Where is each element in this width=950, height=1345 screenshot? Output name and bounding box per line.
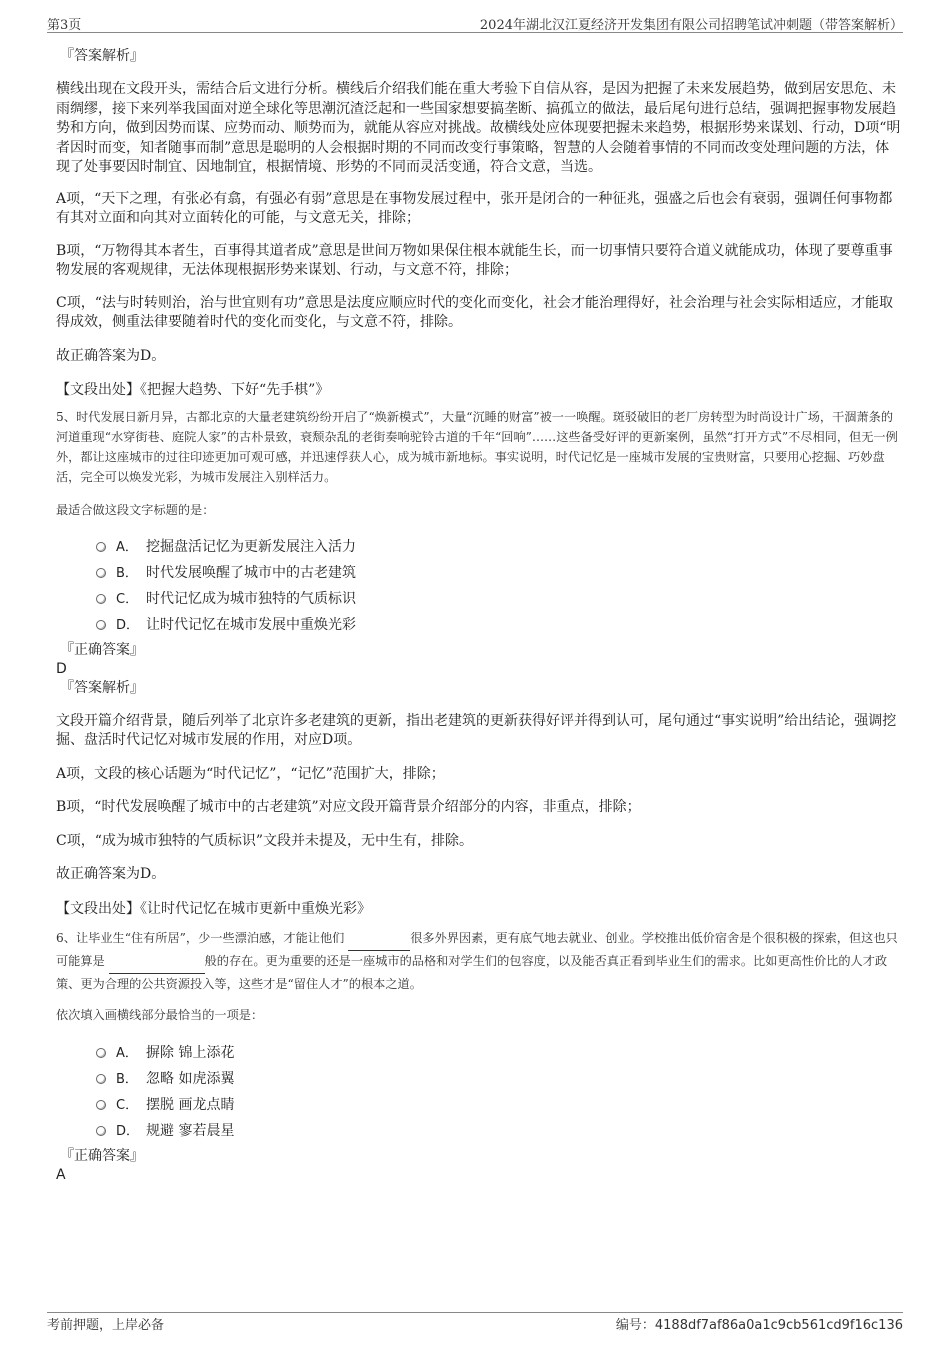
q5-item-b: B项，“时代发展唤醒了城市中的古老建筑”对应文段开篇背景介绍部分的内容，非重点，排除； bbox=[56, 799, 641, 815]
q5-answer-label: 『正确答案』 bbox=[60, 641, 144, 658]
radio-icon[interactable] bbox=[96, 1126, 106, 1136]
footer-doc-id: 编号：4188df7af86a0a1c9cb561cd9f16c136 bbox=[615, 1318, 903, 1333]
radio-icon[interactable] bbox=[96, 1100, 106, 1110]
q5-answer: D bbox=[56, 660, 67, 677]
blank-1 bbox=[348, 930, 410, 951]
q6-option-a[interactable]: A． 摒除 锦上添花 bbox=[56, 1040, 901, 1066]
q5-option-c[interactable]: C． 时代记忆成为城市独特的气质标识 bbox=[56, 586, 901, 612]
q5-source: 【文段出处】《让时代记忆在城市更新中重焕光彩》 bbox=[56, 900, 371, 917]
q4-item-b: B项，“万物得其本者生，百事得其道者成”意思是世间万物如果保住根本就能生长，而一切事情只要符合道义就能成功，体现了要尊重事物发展的客观规律，无法体现根据形势来谋划、行动，与文意不符，排除； bbox=[56, 242, 893, 278]
q4-analysis-text: 横线出现在文段开头，需结合后文进行分析。横线后介绍我们能在重大考验下自信从容，是因为把握了未来发展趋势，做到居安思危、未雨绸缪，接下来列举我国面对逆全球化等思潮沉渣泛起和一些国家想要搞垄断、搞孤立的做法，最后尾句进行总结，强调把握事物发展趋势和方向，做到因势而谋、应势而动、顺势而为，就能从容应对挑战。故横线处应体现要把握未来趋势，根据形势来谋划、行动，D项“明者因时而变，知者随事而制”意思是聪明的人会根据时期的不同而改变行事策略，智慧的人会随着事情的不同而改变处理问题的方法，体现了处事要因时制宜、因地制宜，根据情境、形势的不同而灵活变通，符合文意，当选。 bbox=[56, 81, 901, 175]
q5-analysis-label: 『答案解析』 bbox=[60, 679, 144, 696]
q6-options bbox=[56, 1040, 901, 1144]
q5-conclusion: 故正确答案为D。 bbox=[56, 866, 166, 882]
q6-option-d[interactable]: D． 规避 寥若晨星 bbox=[56, 1118, 901, 1144]
page-number: 第3页 bbox=[47, 18, 82, 33]
radio-icon[interactable] bbox=[96, 1048, 106, 1058]
q4-item-c: C项，“法与时转则治，治与世宜则有功”意思是法度应顺应时代的变化而变化，社会才能治理得好，社会治理与社会实际相适应，才能取得成效，侧重法律要随着时代的变化而变化，与文意不符，排除。 bbox=[56, 294, 894, 330]
blank-2 bbox=[109, 953, 205, 974]
page-header bbox=[47, 10, 903, 33]
q6-option-b[interactable]: B． 忽略 如虎添翼 bbox=[56, 1066, 901, 1092]
footer-slogan: 考前押题，上岸必备 bbox=[47, 1318, 165, 1333]
q5-item-c: C项，“成为城市独特的气质标识”文段并未提及，无中生有，排除。 bbox=[56, 832, 474, 849]
radio-icon[interactable] bbox=[96, 620, 106, 630]
page-content bbox=[56, 44, 901, 1184]
radio-icon[interactable] bbox=[96, 568, 106, 578]
q6-answer: A bbox=[56, 1167, 66, 1183]
q4-analysis-label: 『答案解析』 bbox=[60, 48, 144, 64]
radio-icon[interactable] bbox=[96, 594, 106, 604]
q5-analysis-text: 文段开篇介绍背景，随后列举了北京许多老建筑的更新，指出老建筑的更新获得好评并得到认可，尾句通过“事实说明”给出结论，强调挖掘、盘活时代记忆对城市发展的作用，对应D项。 bbox=[56, 712, 897, 748]
q5-option-a[interactable]: A． 挖掘盘活记忆为更新发展注入活力 bbox=[56, 534, 901, 560]
q4-conclusion: 故正确答案为D。 bbox=[56, 347, 166, 364]
q6-question: 依次填入画横线部分最恰当的一项是： bbox=[56, 1008, 264, 1022]
q6-stem: 6、让毕业生“住有所居”，少一些漂泊感，才能让他们 很多外界因素，更有底气地去就业、创业。学校推出低价宿舍是个很积极的探索，但这也只可能算是 般的存在。更为重要的还是一座城市的品格和对学生们的包容度，以及能否真正看到毕业生们的需求。比如更高性价比的人才政策、更为合理的公共资源投入等，这些才是“留住人才”的根本之道。 bbox=[56, 931, 898, 991]
q5-options bbox=[56, 534, 901, 638]
q6-option-c[interactable]: C． 摆脱 画龙点睛 bbox=[56, 1092, 901, 1118]
q6-answer-label: 『正确答案』 bbox=[60, 1148, 144, 1164]
radio-icon[interactable] bbox=[96, 542, 106, 552]
q4-source: 【文段出处】《把握大趋势、下好“先手棋”》 bbox=[56, 382, 330, 398]
q5-option-d[interactable]: D． 让时代记忆在城市发展中重焕光彩 bbox=[56, 612, 901, 638]
document-title: 2024年湖北汉江夏经济开发集团有限公司招聘笔试冲刺题（带答案解析） bbox=[479, 18, 903, 33]
q5-item-a: A项，文段的核心话题为“时代记忆”，“记忆”范围扩大，排除； bbox=[56, 765, 445, 782]
q4-item-a: A项，“天下之理，有张必有翕，有强必有弱”意思是在事物发展过程中，张开是闭合的一种征兆，强盛之后也会有衰弱，强调任何事物都有其对立面和向其对立面转化的可能，与文意无关，排除； bbox=[56, 190, 893, 226]
q5-question: 最适合做这段文字标题的是： bbox=[56, 502, 215, 517]
q5-option-b[interactable]: B． 时代发展唤醒了城市中的古老建筑 bbox=[56, 560, 901, 586]
q5-stem: 5、时代发展日新月异，古都北京的大量老建筑纷纷开启了“焕新模式”，大量“沉睡的财富”被一一唤醒。斑驳破旧的老厂房转型为时尚设计广场，干涸萧条的河道重现“水穿街巷、庭院人家”的古朴景致，衰颓杂乱的老街奏响驼铃古道的千年“回响”……这些备受好评的更新案例，虽然“打开方式”不尽相同，但无一例外，都让这座城市的过往印迹更加可观可感，并迅速俘获人心，成为城市新地标。事实说明，时代记忆是一座城市发展的宝贵财富，只要用心挖掘、巧妙盘活，完全可以焕发光彩，为城市发展注入别样活力。 bbox=[56, 409, 898, 484]
radio-icon[interactable] bbox=[96, 1074, 106, 1084]
